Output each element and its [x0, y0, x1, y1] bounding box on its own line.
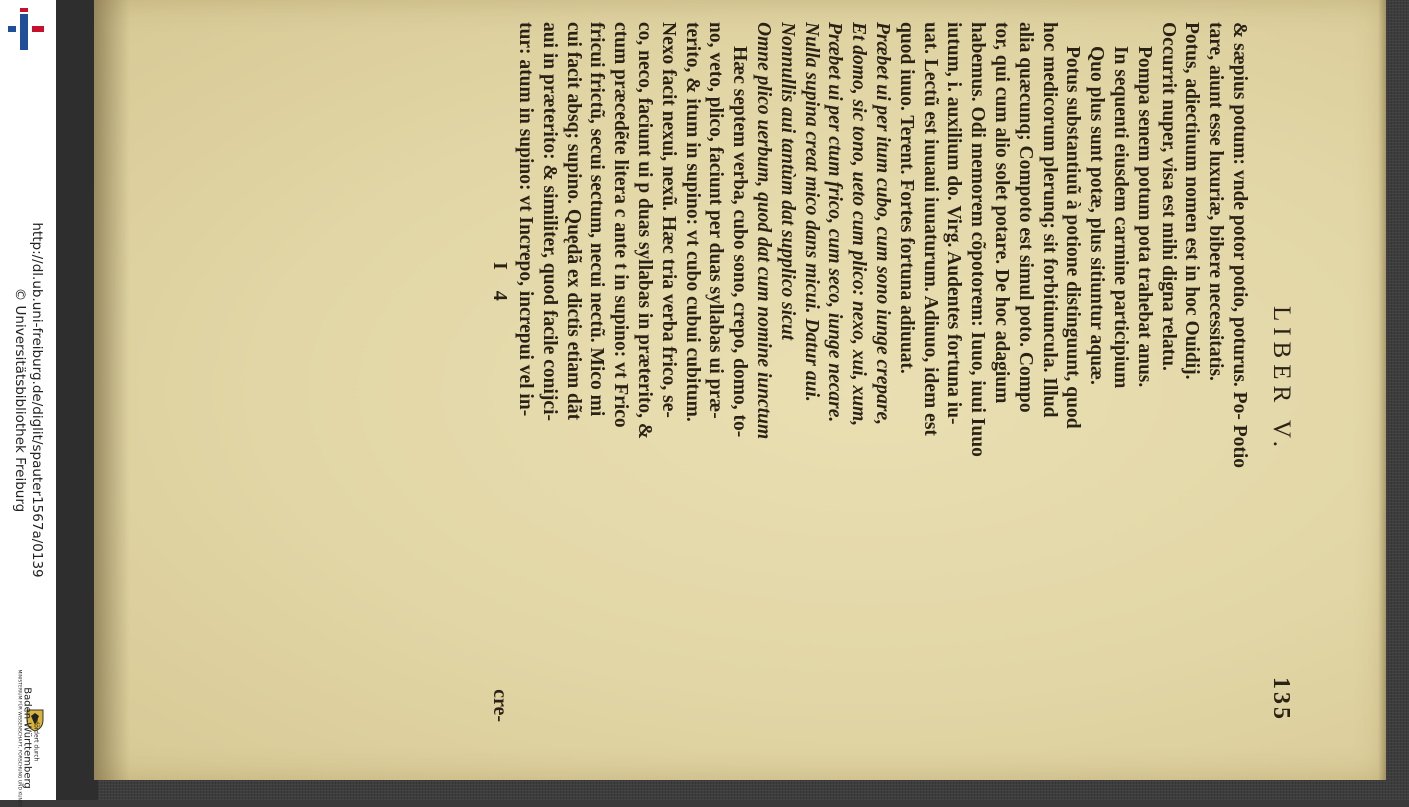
document-url-label: [11, 222, 45, 577]
text-line: fricui frictũ, secui sectum, necui nectũ. Mico mi: [586, 22, 608, 417]
text-line: & sæpius potum: vnde potor potio, poturus. Po- Potio: [1229, 22, 1250, 469]
running-title: LIBER V.: [1268, 305, 1295, 454]
cover-inner-board: [56, 0, 98, 800]
text-line: Pompa senem potum pota trahebat anus.: [1133, 46, 1155, 388]
text-line: Et domo, sic tono, ueto cum plico: nexo, xui, xum,: [848, 22, 870, 427]
page-number: 135: [1268, 676, 1294, 722]
sponsor-line-2: Baden-Württemberg: [21, 687, 33, 789]
text-line: tor, qui cum alio solet potare. De hoc adagium: [991, 22, 1013, 404]
document-url[interactable]: http://dl.ub.uni-freiburg.de/diglit/spauter1567a/0139: [29, 222, 45, 578]
text-line: co, neco, faciunt ui p duas syllabas in præterito, &: [634, 22, 656, 440]
sponsor-line-1: gefördert durch: [32, 714, 40, 762]
page-gutter-shadow: [94, 0, 130, 780]
text-line: no, veto, plico, faciunt per duas syllabas ui præ-: [705, 22, 727, 419]
catchword: cre-: [489, 689, 512, 722]
text-line: uat. Lectũ est iuuaui iuuaturum. Adiuuo, idem est: [919, 22, 941, 436]
university-library-logo-icon: [4, 6, 46, 50]
text-line: Potus, adiectiuum nomen est in hoc Ouidij.: [1181, 22, 1203, 380]
text-line: hoc medicorum plerunq; sit forbitiuncula. Illud: [1038, 22, 1060, 418]
text-line: Omne plico uerbum, quod dat cum nomine iunctum: [753, 22, 775, 440]
sponsor-note: [17, 670, 40, 807]
signature-mark: I 4: [489, 262, 512, 309]
running-header: [1257, 22, 1295, 722]
sponsor-line-3: MINISTERIUM FÜR WISSENSCHAFT, FORSCHUNG UND KUNST: [16, 669, 22, 807]
text-line: Occurrit nuper, visa est mihi digna relatu.: [1157, 22, 1179, 371]
text-line: Præbet ui per ctum frico, cum seco, iunge necare.: [824, 22, 846, 423]
text-line: In sequenti eiusdem carmine participium: [1110, 46, 1132, 389]
page-footer: [485, 22, 511, 722]
viewer-side-strip: [0, 0, 56, 807]
text-line: Nexo facit nexui, nexũ. Hæc tria verba frico, se-: [657, 22, 679, 418]
text-line: cui facit absq; supino. Quędã ex dictis etiam dãt: [562, 22, 584, 421]
text-line: Quo plus sunt potæ, plus sitiuntur aquæ.: [1086, 46, 1108, 385]
text-line: ctum præcedẽte litera c ante t in supino: vt Frico: [610, 22, 632, 428]
text-line: Potus substantiuũ à potione distinguunt, quod: [1062, 46, 1084, 429]
page-text-block: [485, 22, 1295, 722]
text-line: tur: atum in supino: vt Increpo, increpui vel in-: [515, 22, 537, 417]
text-line: alia quæcunq; Compoto est simul poto. Compo: [1014, 22, 1036, 413]
text-line: Hæc septem verba, cubo sono, crepo, domo, to-: [729, 46, 751, 438]
text-line: Nonnullis aui tantùm dat supplico sicut: [776, 22, 798, 341]
text-line: terito, & itum in supino: vt cubo cubui cubitum.: [681, 22, 703, 422]
page-edge: [1378, 0, 1386, 780]
text-line: quod iuuo. Terent. Fortes fortuna adiuuat.: [895, 22, 917, 374]
text-line: Nulla supina creat mico dans micui. Datur aui.: [800, 22, 822, 402]
text-line: aui in præterito: & similiter, quod facile conijci-: [538, 22, 560, 421]
text-line: iutum, i. auxilium do. Virg. Audentes fortuna iu-: [943, 22, 965, 425]
text-line: tare, aiunt esse luxuriæ, bibere necessitatis.: [1205, 22, 1227, 381]
text-lines: [513, 22, 1251, 722]
text-line: habemus. Odi memorem cõpotorem: Iuuo, iuui Iuuo: [967, 22, 989, 457]
text-line: Præbet ui per itum cubo, cum sono iunge crepare,: [872, 22, 894, 426]
copyright-notice: © Universitätsbibliothek Freiburg: [12, 287, 28, 513]
